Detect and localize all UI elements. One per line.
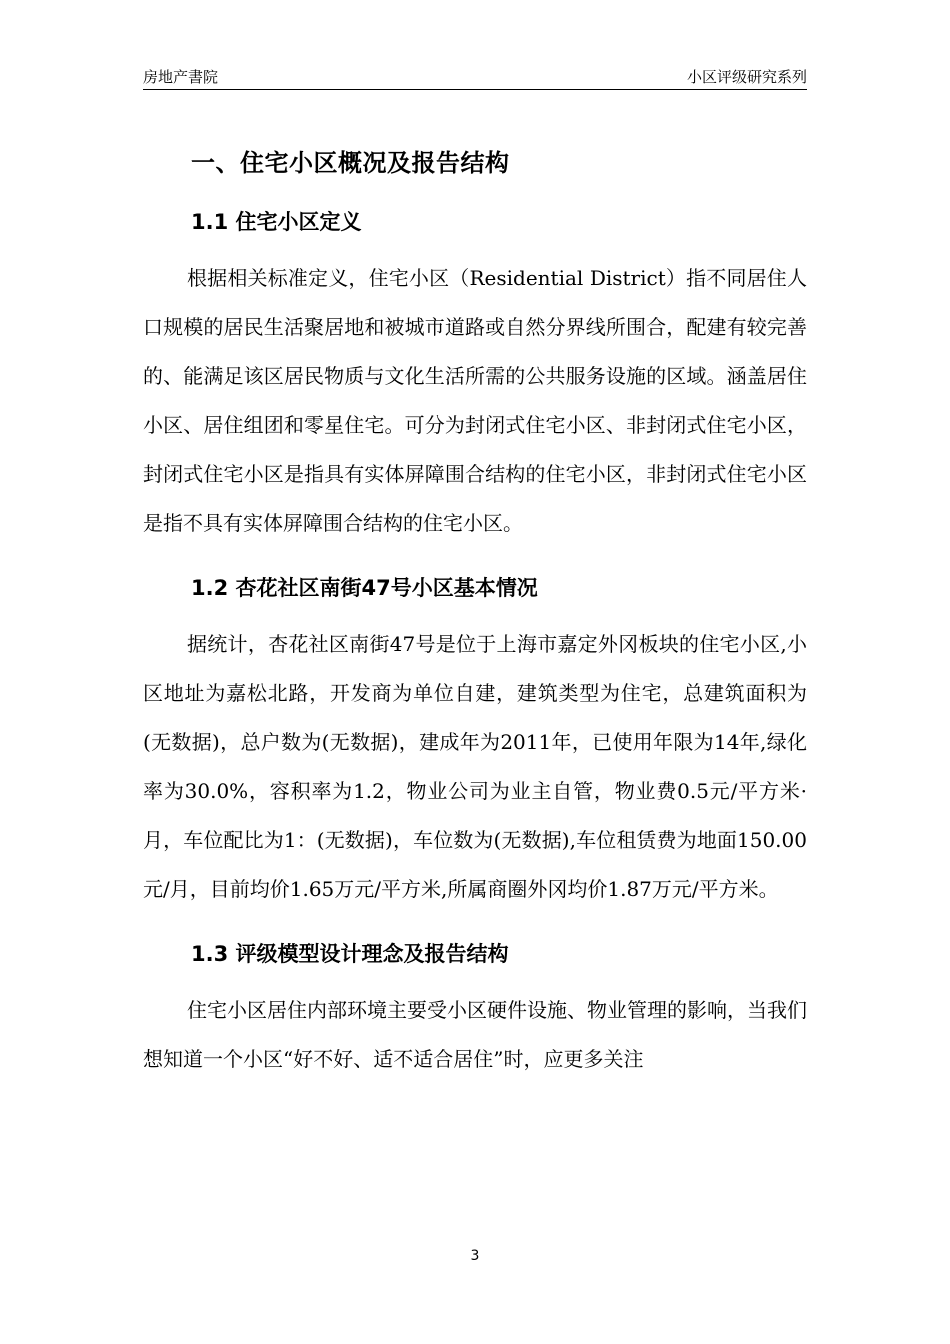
section-title: 一、住宅小区概况及报告结构 [191, 149, 510, 177]
paragraph-definition: 根据相关标准定义，住宅小区（Residential District）指不同居住人口规模的居民生活聚居地和被城市道路或自然分界线所围合，配建有较完善的、能满足该区居民物质与文化生活所需的公共服务设施的区域。涵盖居住小区、居住组团和零星住宅。可分为封闭式住宅小区、非封闭式住宅小区，封闭式住宅小区是指具有实体屏障围合结构的住宅小区，非封闭式住宅小区是指不具有实体屏障围合结构的住宅小区。 [143, 266, 807, 535]
subsection-title-1-3: 1.3 评级模型设计理念及报告结构 [191, 942, 509, 966]
header-series-title: 小区评级研究系列 [686, 68, 807, 86]
paragraph-basic-info: 据统计，杏花社区南街47号是位于上海市嘉定外冈板块的住宅小区,小区地址为嘉松北路，开发商为单位自建，建筑类型为住宅，总建筑面积为(无数据)，总户数为(无数据)，建成年为2011年，已使用年限为14年,绿化率为30.0%，容积率为1.2，物业公司为业主自管，物业费0.5元/平方米·月，车位配比为1：(无数据)，车位数为(无数据),车位租赁费为地面150.00元/月，目前均价1.65万元/平方米,所属商圈外冈均价1.87万元/平方米。 [143, 632, 807, 901]
header-publisher: 房地产書院 [143, 68, 219, 86]
subsection-title-1-1: 1.1 住宅小区定义 [191, 210, 362, 234]
paragraph-model-design: 住宅小区居住内部环境主要受小区硬件设施、物业管理的影响，当我们想知道一个小区“好不好、适不适合居住”时，应更多关注 [143, 998, 807, 1071]
page-number: 3 [470, 1248, 480, 1264]
document-body [143, 140, 807, 1084]
subsection-title-1-2: 1.2 杏花社区南街47号小区基本情况 [191, 576, 538, 600]
header-divider [143, 89, 807, 90]
